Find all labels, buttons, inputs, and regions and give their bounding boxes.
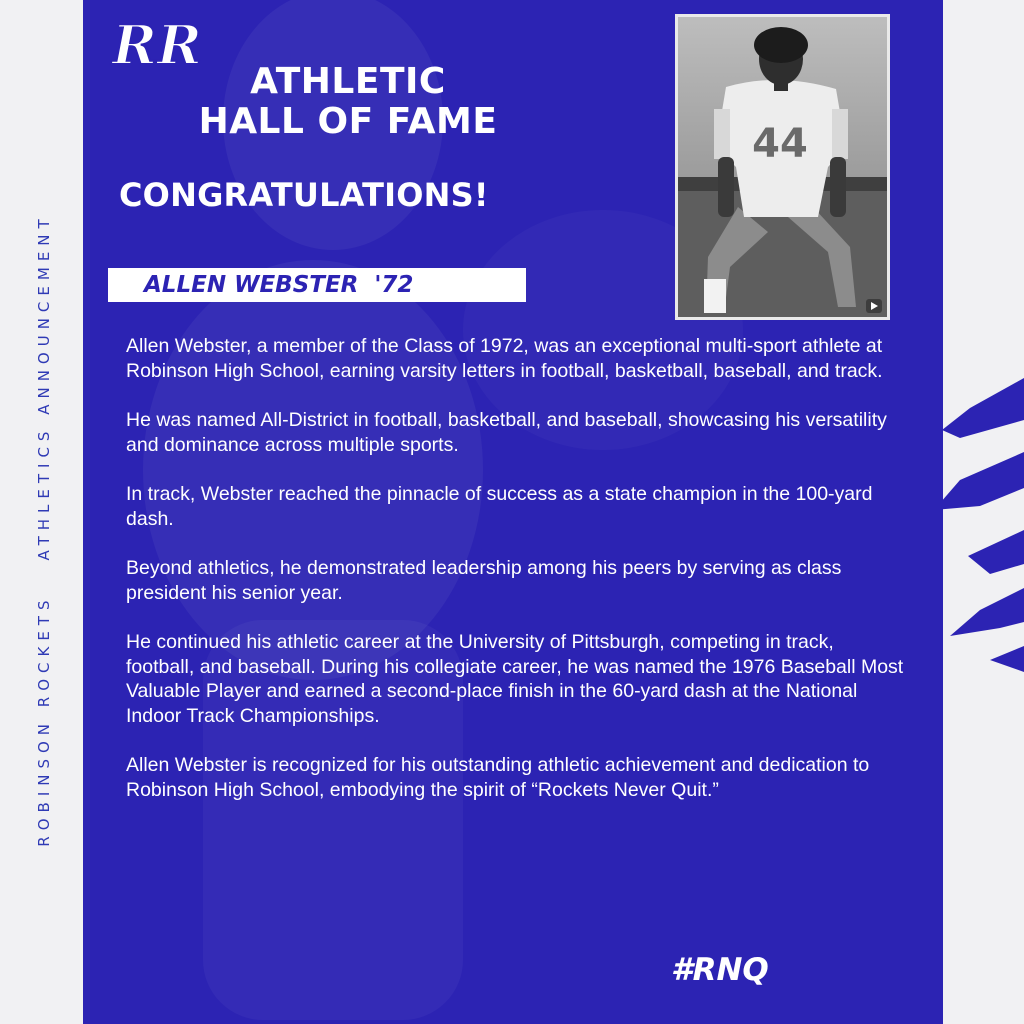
headline-line-1: ATHLETIC [250, 61, 446, 102]
brush-stroke-decoration [930, 360, 1024, 680]
headline-line-2: HALL OF FAME [198, 101, 498, 142]
side-label-school: ROBINSON ROCKETS [35, 594, 53, 847]
bio-paragraph: In track, Webster reached the pinnacle of success as a state champion in the 100-yard dash. [126, 483, 873, 530]
side-label-announcement: ATHLETICS ANNOUNCEMENT [35, 213, 53, 561]
athlete-photo-illustration [678, 17, 887, 317]
play-icon [866, 299, 882, 313]
bio-paragraph: Allen Webster, a member of the Class of 1972, was an exceptional multi-sport athlete at Robinson High School, earning varsity letters in football, basketball, baseball, and track. [126, 335, 883, 382]
bio-paragraph: Allen Webster is recognized for his outstanding athletic achievement and dedication to Robinson High School, embodying the spirit of “Rockets Never Quit.” [126, 754, 870, 801]
bio-paragraph: He continued his athletic career at the University of Pittsburgh, competing in track, football, and baseball. During his collegiate career, he was named the 1976 Baseball Most Valuable Player and earned a second-place finish in the 60-yard dash at the National Indoor Track Championships. [126, 631, 904, 727]
congratulations-heading: CONGRATULATIONS! [119, 176, 489, 214]
bio-paragraph: Beyond athletics, he demonstrated leadership among his peers by serving as class president his senior year. [126, 557, 842, 604]
announcement-panel [83, 0, 943, 1024]
jersey-number: 44 [752, 121, 808, 167]
inductee-biography [126, 334, 906, 827]
athlete-photo [675, 14, 890, 320]
inductee-name: ALLEN WEBSTER '72 [144, 272, 414, 298]
bio-paragraph: He was named All-District in football, basketball, and baseball, showcasing his versatility and dominance across multiple sports. [126, 409, 887, 456]
page-title [173, 62, 523, 142]
rr-logo-text: RR [112, 13, 202, 77]
side-label [35, 213, 53, 846]
hashtag: #RNQ [671, 952, 769, 988]
inductee-name-bar [108, 268, 526, 302]
